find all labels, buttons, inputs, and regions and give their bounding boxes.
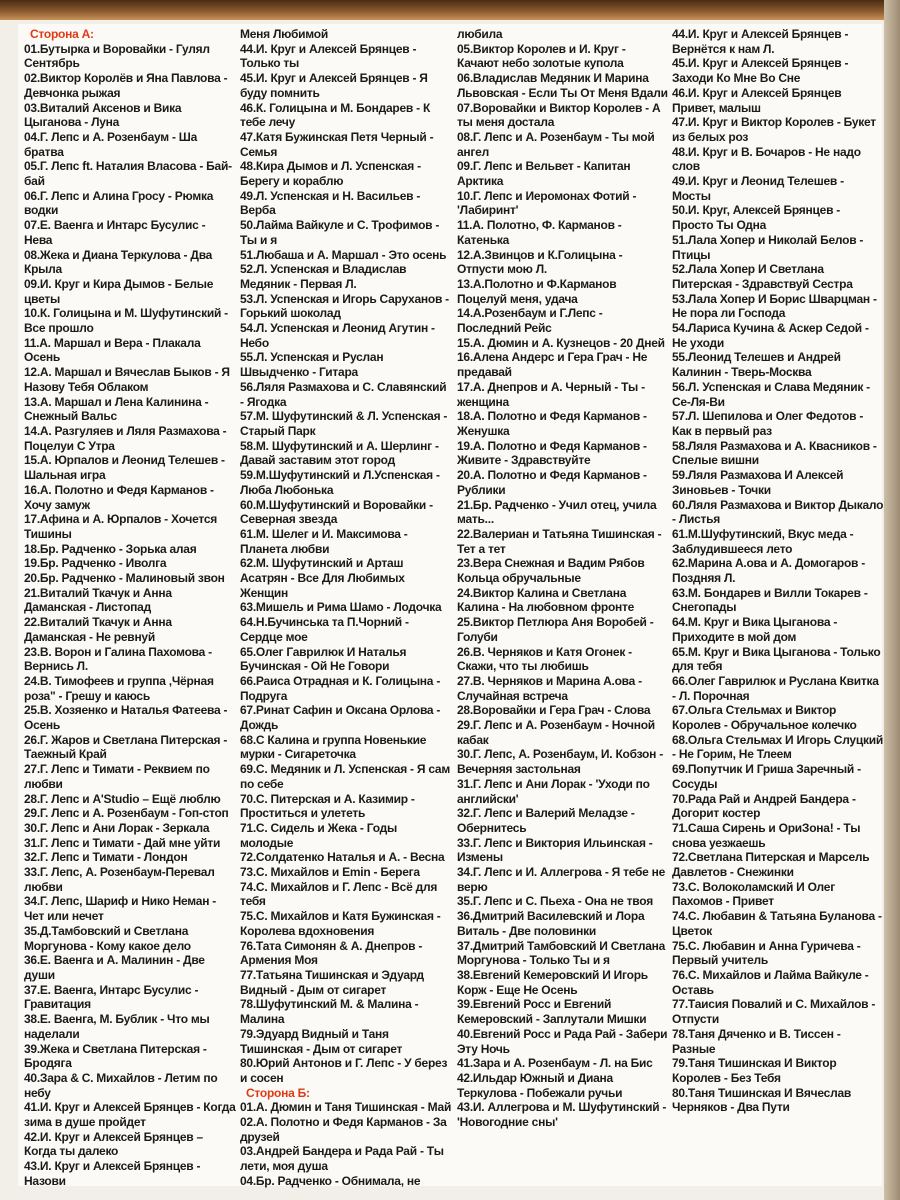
- track-entry: 24.Виктор Калина и Светлана Калина - На любовном фронте: [457, 585, 635, 615]
- track-entry: 33.Г. Лепс и Виктория Ильинская - Измены: [457, 835, 653, 865]
- track-entry: 44.И. Круг и Алексей Брянцев - Только ты: [240, 41, 417, 71]
- track-entry: 12.А.Звинцов и К.Голицына - Отпусти мою Л.: [457, 247, 623, 277]
- track-entry: 31.Г. Лепс и Тимати - Дай мне уйти: [24, 835, 221, 850]
- track-entry: 02.А. Полотно и Федя Карманов - За друзей: [240, 1115, 447, 1144]
- track-entry: 53.Лала Хопер И Борис Шварцман - Не пора ли Господа: [672, 291, 877, 321]
- track-entry: 13.А.Полотно и Ф.Карманов Поцелуй меня, удача: [457, 276, 617, 306]
- track-entry: 52.Лала Хопер И Светлана Питерская - Здравствуй Сестра: [672, 262, 853, 291]
- track-entry: 76.С. Михайлов и Лайма Вайкуле - Оставь: [672, 968, 869, 997]
- track-entry: 10.К. Голицына и М. Шуфутинский - Все прошло: [24, 306, 228, 336]
- track-entry: 26.В. Черняков и Катя Огонек - Скажи, что ты любишь: [457, 644, 632, 674]
- top-border: [0, 0, 900, 20]
- track-entry: 43.И. Аллегрова и М. Шуфутинский - 'Новогодние сны': [457, 1100, 667, 1130]
- track-entry: 01.А. Дюмин и Таня Тишинская - Май: [240, 1100, 452, 1115]
- track-entry: 35.Д.Тамбовский и Светлана Моргунова - Кому какое дело: [24, 923, 191, 953]
- track-entry: 53.Л. Успенская и Игорь Саруханов - Горький шоколад: [240, 291, 449, 321]
- track-entry: 70.Рада Рай и Андрей Бандера - Догорит костер: [672, 791, 856, 821]
- track-entry: 50.Лайма Вайкуле и С. Трофимов - Ты и я: [240, 218, 440, 247]
- track-entry: 36.Е. Ваенга и А. Малинин - Две души: [24, 953, 205, 982]
- track-entry: 34.Г. Лепс и И. Аллегрова - Я тебе не верю: [457, 865, 666, 894]
- track-entry: 38.Евгений Кемеровский И Игорь Корж - Еще Не Осень: [457, 968, 648, 997]
- track-entry: 69.С. Медяник и Л. Успенская - Я сам по себе: [240, 762, 450, 791]
- track-entry: 43.И. Круг и Алексей Брянцев - Назови: [24, 1159, 201, 1188]
- track-entry: 47.И. Круг и Виктор Королев - Букет из белых роз: [672, 115, 876, 144]
- track-entry: 37.Дмитрий Тамбовский И Светлана Моргунова - Только Ты и я: [457, 938, 666, 968]
- track-entry: 22.Валериан и Татьяна Тишинская - Тет а тет: [457, 526, 662, 556]
- track-entry: 72.Светлана Питерская и Марсель Давлетов - Снежинки: [672, 850, 870, 880]
- track-entry: 09.Г. Лепс и Вельвет - Капитан Арктика: [457, 159, 631, 189]
- track-entry: 66.Раиса Отрадная и К. Голицына - Подруга: [240, 673, 441, 703]
- track-entry: 71.С. Сидель и Жека - Годы молодые: [240, 820, 397, 850]
- track-entry: 29.Г. Лепс и А. Розенбаум - Ночной кабак: [457, 718, 655, 747]
- track-entry: 45.И. Круг и Алексей Брянцев - Я буду помнить: [240, 71, 428, 100]
- track-entry: 62.М. Шуфутинский и Арташ Асатрян - Все Для Любимых Женщин: [240, 556, 405, 600]
- side-heading: Сторона А:: [30, 27, 94, 41]
- track-entry: 23.В. Ворон и Галина Пахомова - Вернись Л.: [24, 644, 212, 674]
- track-entry: 04.Бр. Радченко - Обнимала, не: [240, 1173, 421, 1188]
- tracklist-column-4: [672, 27, 884, 1115]
- track-entry: 51.Лала Хопер и Николай Белов - Птицы: [672, 232, 864, 262]
- track-entry: 48.И. Круг и В. Бочаров - Не надо слов: [672, 144, 861, 174]
- track-entry: 02.Виктор Королёв и Яна Павлова - Девчонка рыжая: [24, 71, 228, 100]
- track-entry: 80.Таня Тишинская И Вячеслав Черняков - Два Пути: [672, 1085, 851, 1115]
- track-entry: 78.Шуфутинский М. & Малина - Малина: [240, 997, 419, 1027]
- track-entry: 37.Е. Ваенга, Интарс Бусулис - Гравитация: [24, 982, 199, 1012]
- track-entry: 30.Г. Лепс, А. Розенбаум, И. Кобзон - Вечерняя застольная: [457, 747, 663, 777]
- track-entry: 75.С. Любавин и Анна Гуричева - Первый учитель: [672, 938, 861, 968]
- track-entry: 55.Леонид Телешев и Андрей Калинин - Тверь-Москва: [672, 350, 841, 380]
- track-entry: 40.Евгений Росс и Рада Рай - Забери Эту Ночь: [457, 1026, 668, 1056]
- track-entry: 29.Г. Лепс и А. Розенбаум - Гоп-стоп: [24, 806, 229, 821]
- track-entry: 27.В. Черняков и Марина А.ова - Случайная встреча: [457, 673, 642, 703]
- track-entry: 64.Н.Бучинська та П.Чорний - Сердце мое: [240, 615, 409, 644]
- track-entry: 50.И. Круг, Алексей Брянцев - Просто Ты Одна: [672, 203, 841, 233]
- track-entry: 72.Солдатенко Наталья и А. - Весна: [240, 850, 445, 865]
- track-entry: 41.И. Круг и Алексей Брянцев - Когда зима в душе пройдет: [24, 1100, 236, 1130]
- side-heading: Сторона Б:: [246, 1085, 310, 1100]
- track-entry: 27.Г. Лепс и Тимати - Реквием по любви: [24, 762, 210, 791]
- track-entry: 24.В. Тимофеев и группа ,Чёрная роза" - Грешу и каюсь: [24, 673, 214, 703]
- track-entry: 79.Эдуард Видный и Таня Тишинская - Дым от сигарет: [240, 1026, 403, 1056]
- track-entry: 05.Г. Лепс ft. Наталия Власова - Бай-бай: [24, 159, 232, 189]
- track-entry: 79.Таня Тишинская И Виктор Королев - Без Тебя: [672, 1056, 837, 1085]
- track-entry: 80.Юрий Антонов и Г. Лепс - У берез и сосен: [240, 1056, 448, 1085]
- track-entry: 07.Е. Ваенга и Интарс Бусулис - Нева: [24, 218, 206, 247]
- track-entry: 03.Андрей Бандера и Рада Рай - Ты лети, моя душа: [240, 1144, 444, 1174]
- track-entry: 44.И. Круг и Алексей Брянцев - Вернётся к нам Л.: [672, 27, 849, 56]
- track-entry: 38.Е. Ваенга, М. Бублик - Что мы наделали: [24, 1012, 210, 1041]
- track-entry: 34.Г. Лепс, Шариф и Нико Неман - Чет или нечет: [24, 894, 217, 924]
- track-entry: 63.М. Бондарев и Вилли Токарев - Снегопады: [672, 585, 868, 615]
- track-entry: 59.М.Шуфутинский и Л.Успенская - Люба Любонька: [240, 468, 440, 497]
- track-entry: 65.М. Круг и Вика Цыганова - Только для тебя: [672, 644, 881, 674]
- track-entry: 70.С. Питерская и А. Казимир - Проститься и улететь: [240, 791, 415, 821]
- track-entry: 65.Олег Гаврилюк И Наталья Бучинская - Ой Не Говори: [240, 644, 407, 674]
- track-entry: 07.Воровайки и Виктор Королев - А ты меня достала: [457, 100, 661, 130]
- track-entry: 58.Ляля Размахова и А. Квасников - Спелые вишни: [672, 438, 877, 468]
- track-entry: 68.Ольга Стельмах И Игорь Слуцкий - Не Горим, Не Тлеем: [672, 732, 883, 762]
- track-entry: 73.С. Волоколамский И Олег Пахомов - Привет: [672, 879, 835, 909]
- track-entry: 77.Татьяна Тишинская и Эдуард Видный - Дым от сигарет: [240, 968, 424, 997]
- track-entry: 61.М.Шуфутинский, Вкус меда - Заблудившееся лето: [672, 526, 854, 556]
- track-entry: 17.Афина и А. Юрпалов - Хочется Тишины: [24, 512, 217, 541]
- track-entry: 60.Ляля Размахова и Виктор Дыкало - Листья: [672, 497, 884, 527]
- track-entry: 46.К. Голицына и М. Бондарев - К тебе лечу: [240, 100, 431, 130]
- track-entry: 64.М. Круг и Вика Цыганова - Приходите в мой дом: [672, 615, 838, 644]
- track-entry: Меня Любимой: [240, 27, 328, 41]
- track-entry: 21.Виталий Ткачук и Анна Даманская - Листопад: [24, 585, 172, 615]
- track-entry: 19.Бр. Радченко - Иволга: [24, 556, 167, 571]
- tracklist-column-3: [457, 27, 669, 1130]
- track-entry: 39.Жека и Светлана Питерская - Бродяга: [24, 1041, 207, 1071]
- track-entry: 13.А. Маршал и Лена Калинина - Снежный Вальс: [24, 394, 209, 424]
- track-entry: 15.А. Юрпалов и Леонид Телешев - Шальная игра: [24, 453, 225, 483]
- track-entry: 60.М.Шуфутинский и Воровайки - Северная звезда: [240, 497, 433, 527]
- track-entry: 23.Вера Снежная и Вадим Рябов Кольца обручальные: [457, 556, 645, 586]
- track-entry: 03.Виталий Аксенов и Вика Цыганова - Луна: [24, 100, 182, 130]
- track-entry: любила: [457, 27, 503, 41]
- track-entry: 05.Виктор Королев и И. Круг - Качают небо золотые купола: [457, 41, 626, 71]
- tracklist-column-1: [24, 27, 236, 1189]
- track-entry: 74.С. Любавин & Татьяна Буланова - Цветок: [672, 909, 882, 938]
- track-entry: 67.Ольга Стельмах и Виктор Королев - Обручальное колечко: [672, 703, 857, 733]
- track-entry: 39.Евгений Росс и Евгений Кемеровский - Заплутали Мишки: [457, 997, 647, 1027]
- track-entry: 11.А. Полотно, Ф. Карманов - Катенька: [457, 218, 622, 247]
- track-entry: 20.Бр. Радченко - Малиновый звон: [24, 571, 225, 586]
- track-entry: 42.И. Круг и Алексей Брянцев – Когда ты далеко: [24, 1129, 203, 1159]
- track-entry: 48.Кира Дымов и Л. Успенская - Берегу и кораблю: [240, 159, 421, 189]
- track-entry: 40.Зара & С. Михайлов - Летим по небу: [24, 1070, 218, 1100]
- track-entry: 59.Ляля Размахова И Алексей Зиновьев - Точки: [672, 468, 844, 497]
- track-entry: 14.А.Розенбаум и Г.Лепс - Последний Рейс: [457, 306, 603, 336]
- track-entry: 75.С. Михайлов и Катя Бужинская - Королева вдохновения: [240, 909, 441, 938]
- track-entry: 25.В. Хозяенко и Наталья Фатеева - Осень: [24, 703, 228, 733]
- track-entry: 18.А. Полотно и Федя Карманов - Женушка: [457, 409, 647, 438]
- track-entry: 16.А. Полотно и Федя Карманов - Хочу замуж: [24, 482, 214, 512]
- track-entry: 56.Л. Успенская и Слава Медяник - Се-Ля-Ви: [672, 379, 870, 409]
- track-entry: 51.Любаша и А. Маршал - Это осень: [240, 247, 447, 262]
- track-entry: 33.Г. Лепс, А. Розенбаум-Перевал любви: [24, 865, 215, 894]
- track-entry: 17.А. Днепров и А. Черный - Ты - женщина: [457, 379, 645, 409]
- track-entry: 14.А. Разгуляев и Ляля Размахова - Поцелуи С Утра: [24, 423, 227, 453]
- track-entry: 62.Марина А.ова и А. Домогаров - Поздняя Л.: [672, 556, 866, 586]
- track-entry: 47.Катя Бужинская Петя Черный - Семья: [240, 129, 434, 159]
- track-entry: 04.Г. Лепс и А. Розенбаум - Ша братва: [24, 129, 198, 159]
- track-entry: 49.Л. Успенская и Н. Васильев - Верба: [240, 188, 421, 218]
- track-entry: 69.Попутчик И Гриша Заречный - Сосуды: [672, 762, 861, 791]
- track-entry: 77.Таисия Повалий и С. Михайлов - Отпусти: [672, 997, 876, 1027]
- track-entry: 71.Саша Сирень и ОриЗона! - Ты снова уезжаешь: [672, 820, 861, 850]
- track-entry: 12.А. Маршал и Вячеслав Быков - Я Назову Тебя Облаком: [24, 365, 230, 394]
- track-entry: 54.Лариса Кучина & Аскер Седой - Не уходи: [672, 321, 869, 350]
- track-entry: 74.С. Михайлов и Г. Лепс - Всё для тебя: [240, 879, 438, 909]
- track-entry: 67.Ринат Сафин и Оксана Орлова - Дождь: [240, 703, 441, 733]
- track-entry: 76.Тата Симонян & А. Днепров - Армения Моя: [240, 938, 423, 968]
- right-border: [884, 0, 900, 1200]
- track-entry: 18.Бр. Радченко - Зорька алая: [24, 541, 197, 556]
- track-entry: 54.Л. Успенская и Леонид Агутин - Небо: [240, 321, 435, 350]
- track-entry: 26.Г. Жаров и Светлана Питерская - Таежный Край: [24, 732, 228, 762]
- track-entry: 08.Г. Лепс и А. Розенбаум - Ты мой ангел: [457, 129, 655, 159]
- track-entry: 63.Мишель и Рима Шамо - Лодочка: [240, 600, 442, 615]
- track-entry: 36.Дмитрий Василевский и Лора Виталь - Две половинки: [457, 909, 645, 938]
- track-entry: 15.А. Дюмин и А. Кузнецов - 20 Дней: [457, 335, 665, 350]
- track-entry: 52.Л. Успенская и Владислав Медяник - Первая Л.: [240, 262, 407, 291]
- track-entry: 78.Таня Дяченко и В. Тиссен - Разные: [672, 1026, 841, 1056]
- track-entry: 45.И. Круг и Алексей Брянцев - Заходи Ко Мне Во Сне: [672, 56, 849, 86]
- track-entry: 20.А. Полотно и Федя Карманов - Рублики: [457, 468, 647, 497]
- track-entry: 25.Виктор Петлюра Аня Воробей - Голуби: [457, 615, 654, 644]
- track-entry: 49.И. Круг и Леонид Телешев - Мосты: [672, 174, 844, 203]
- track-entry: 06.Владислав Медяник И Марина Львовская - Если Ты От Меня Вдали: [457, 71, 668, 100]
- track-entry: 58.М. Шуфутинский и А. Шерлинг - Давай заставим этот город: [240, 438, 439, 468]
- track-entry: 57.М. Шуфутинский & Л. Успенская - Старый Парк: [240, 409, 448, 438]
- track-entry: 10.Г. Лепс и Иеромонах Фотий - 'Лабиринт': [457, 188, 637, 218]
- track-entry: 22.Виталий Ткачук и Анна Даманская - Не ревнуй: [24, 615, 172, 644]
- track-entry: 30.Г. Лепс и Ани Лорак - Зеркала: [24, 820, 210, 835]
- track-entry: 56.Ляля Размахова и С. Славянский - Ягодка: [240, 379, 447, 409]
- track-entry: 35.Г. Лепс и С. Пьеха - Она не твоя: [457, 894, 653, 909]
- track-entry: 73.С. Михайлов и Emin - Берега: [240, 865, 420, 880]
- track-entry: 06.Г. Лепс и Алина Гросу - Рюмка водки: [24, 188, 214, 218]
- track-entry: 57.Л. Шепилова и Олег Федотов - Как в первый раз: [672, 409, 864, 438]
- track-entry: 32.Г. Лепс и Валерий Меладзе - Обернитесь: [457, 806, 635, 835]
- track-entry: 31.Г. Лепс и Ани Лорак - 'Уходи по английски': [457, 776, 650, 806]
- track-entry: 32.Г. Лепс и Тимати - Лондон: [24, 850, 188, 865]
- track-entry: 11.А. Маршал и Вера - Плакала Осень: [24, 335, 201, 365]
- track-entry: 09.И. Круг и Кира Дымов - Белые цветы: [24, 276, 214, 306]
- track-entry: 68.С Калина и группа Новенькие мурки - Сигареточка: [240, 732, 427, 762]
- track-entry: 21.Бр. Радченко - Учил отец, учила мать...: [457, 497, 657, 527]
- tracklist-sheet: [18, 24, 882, 1186]
- track-entry: 41.Зара и А. Розенбаум - Л. на Бис: [457, 1056, 653, 1071]
- track-entry: 16.Алена Андерс и Гера Грач - Не предавай: [457, 350, 648, 380]
- track-entry: 55.Л. Успенская и Руслан Швыдченко - Гитара: [240, 350, 384, 380]
- track-entry: 08.Жека и Диана Теркулова - Два Крыла: [24, 247, 213, 277]
- tracklist-column-2: [240, 27, 452, 1189]
- track-entry: 42.Ильдар Южный и Диана Теркулова - Побежали ручьи: [457, 1070, 623, 1100]
- track-entry: 28.Г. Лепс и A'Studio – Ещё люблю: [24, 791, 221, 806]
- track-entry: 19.А. Полотно и Федя Карманов - Живите - Здравствуйте: [457, 438, 647, 468]
- track-entry: 28.Воровайки и Гера Грач - Слова: [457, 703, 651, 718]
- track-entry: 01.Бутырка и Воровайки - Гулял Сентябрь: [24, 41, 210, 71]
- track-entry: 61.М. Шелег и И. Максимова - Планета любви: [240, 526, 408, 556]
- track-entry: 46.И. Круг и Алексей Брянцев Привет, малыш: [672, 85, 842, 115]
- track-entry: 66.Олег Гаврилюк и Руслана Квитка - Л. Порочная: [672, 673, 879, 703]
